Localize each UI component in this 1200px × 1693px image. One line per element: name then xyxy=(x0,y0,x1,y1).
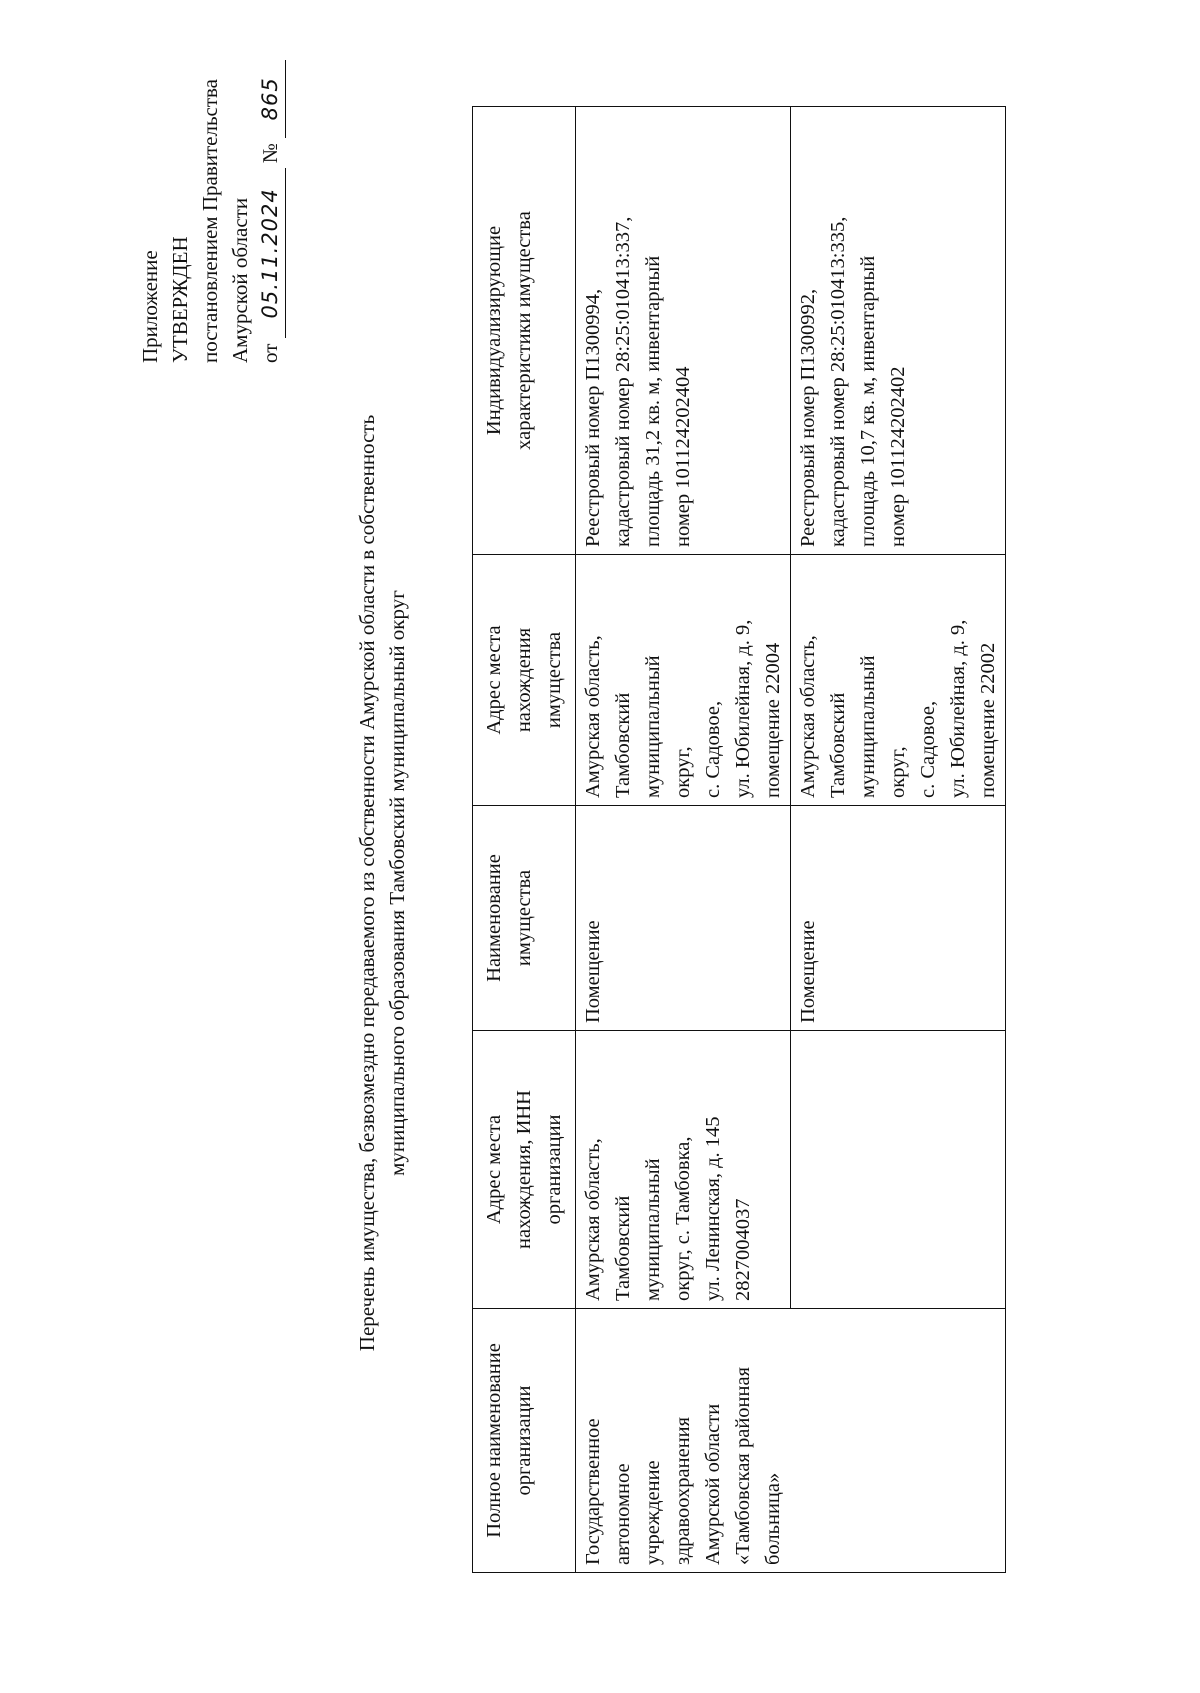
property-name-cell: Помещение xyxy=(576,806,791,1031)
property-address-cell: Амурская область, Тамбовский муниципальный округ, с. Садовое, ул. Юбилейная, д. 9, помещение 22004 xyxy=(576,555,791,806)
approval-date-line xyxy=(255,33,286,363)
date-prefix: от xyxy=(258,343,282,363)
approved-by: постановлением Правительства xyxy=(198,78,222,363)
org-address-empty-cell xyxy=(791,1031,1006,1309)
header-property-name: Наименование имущества xyxy=(473,806,576,1031)
header-org-address: Адрес места нахождения, ИНН организации xyxy=(473,1031,576,1309)
approval-date: 05.11.2024 xyxy=(255,168,286,338)
number-sign: № xyxy=(258,143,282,164)
title-line-2: муниципального образования Тамбовский муниципальный округ xyxy=(385,590,409,1176)
table-header-row xyxy=(473,107,576,1573)
org-address-cell: Амурская область, Тамбовский муниципальный округ, с. Тамбовка, ул. Ленинская, д. 145 2827004037 xyxy=(576,1031,791,1309)
approved-label: УТВЕРЖДЕН xyxy=(168,236,192,363)
appendix-label: Приложение xyxy=(138,250,162,363)
title-line-1: Перечень имущества, безвозмездно передаваемого из собственности Амурской области в собственность xyxy=(355,414,379,1352)
header-org-name: Полное наименование организации xyxy=(473,1309,576,1573)
header-characteristics: Индивидуализирующие характеристики имущества xyxy=(473,107,576,555)
characteristics-cell: Реестровый номер П1300992, кадастровый номер 28:25:010413:335, площадь 10,7 кв. м, инвентарный номер 101124202402 xyxy=(791,107,1006,555)
characteristics-cell: Реестровый номер П1300994, кадастровый номер 28:25:010413:337, площадь 31,2 кв. м, инвентарный номер 10112420240​4 xyxy=(576,107,791,555)
header-property-address: Адрес места нахождения имущества xyxy=(473,555,576,806)
org-name-cell: Государственное автономное учреждение здравоохранения Амурской области «Тамбовская районная больница» xyxy=(576,1309,1006,1573)
property-table xyxy=(472,106,1006,1573)
property-address-cell: Амурская область, Тамбовский муниципальный округ, с. Садовое, ул. Юбилейная, д. 9, помещение 22002 xyxy=(791,555,1006,806)
approval-stamp xyxy=(135,33,286,363)
approval-number: 865 xyxy=(255,60,286,138)
approved-by-region: Амурской области xyxy=(228,197,252,363)
property-name-cell: Помещение xyxy=(791,806,1006,1031)
table-row xyxy=(576,107,791,1573)
document-title xyxy=(352,193,412,1573)
